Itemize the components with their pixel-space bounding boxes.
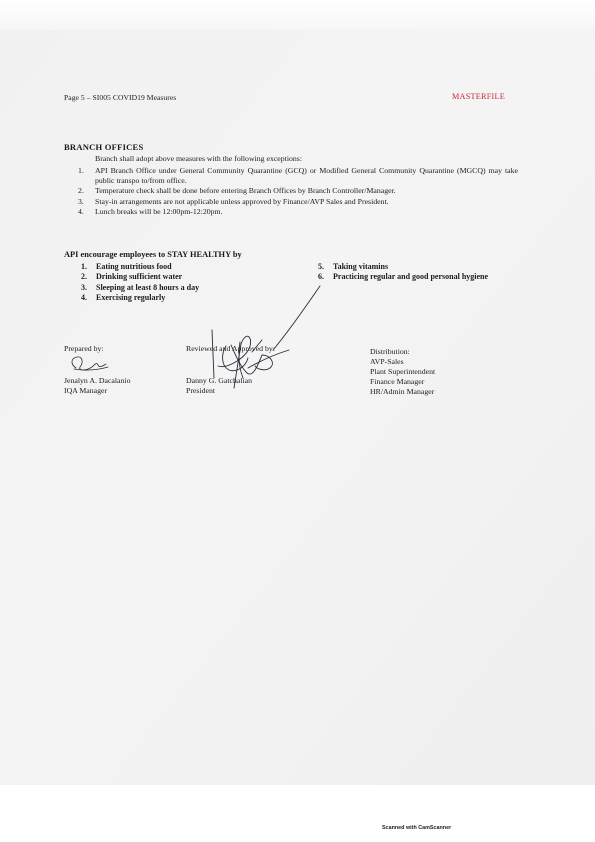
masterfile-stamp: MASTERFILE (452, 92, 505, 101)
list-item (78, 207, 518, 217)
distribution-block (370, 347, 435, 397)
stay-healthy-heading: API encourage employees to STAY HEALTHY by (64, 250, 242, 259)
item-text: API Branch Office under General Community Quarantine (GCQ) or Modified General Community Quarantine (MGCQ) may take public transpo to/from office. (95, 166, 518, 186)
item-number: 5. (318, 262, 324, 271)
list-item (318, 262, 518, 272)
distribution-item: Finance Manager (370, 377, 425, 386)
healthy-list-right (318, 262, 518, 283)
list-item (81, 293, 199, 303)
item-text: Practicing regular and good personal hygiene (333, 272, 489, 282)
item-number: 4. (81, 292, 87, 302)
item-text: Drinking sufficient water (96, 272, 183, 282)
healthy-list-left (81, 262, 199, 303)
item-number: 6. (318, 272, 324, 282)
reviewed-by-label: Reviewed and Approved by: (186, 344, 275, 353)
scanner-watermark: Scanned with CamScanner (382, 825, 452, 831)
list-item (81, 272, 199, 282)
distribution-label: Distribution: (370, 347, 410, 356)
approver-name: Danny G. Gatchalian (186, 376, 253, 385)
approver-title: President (186, 386, 216, 395)
distribution-item: Plant Superintendent (370, 367, 436, 376)
scan-top-margin (0, 0, 595, 30)
branch-offices-intro: Branch shall adopt above measures with the following exceptions: (95, 154, 302, 163)
page-reference: Page 5 – SI005 COVID19 Measures (64, 93, 177, 102)
distribution-item: AVP-Sales (370, 357, 404, 366)
item-text: Sleeping at least 8 hours a day (96, 282, 200, 292)
item-text: Stay-in arrangements are not applicable unless approved by Finance/AVP Sales and President. (95, 196, 389, 206)
prepared-by-block (64, 344, 130, 396)
preparer-name: Jenalyn A. Dacalanio (64, 376, 131, 385)
list-item (81, 283, 199, 293)
item-number: 2. (81, 272, 87, 282)
item-text: Exercising regularly (96, 292, 166, 302)
item-number: 1. (81, 262, 87, 271)
item-text: Taking vitamins (333, 262, 389, 271)
list-item (318, 272, 518, 282)
item-text: Temperature check shall be done before entering Branch Offices by Branch Controller/Manager. (95, 186, 396, 196)
item-number: 3. (78, 196, 84, 206)
scan-bottom-margin (0, 785, 595, 842)
list-item (78, 197, 518, 207)
reviewed-by-block (186, 344, 275, 396)
prepared-by-label: Prepared by: (64, 344, 104, 353)
list-item (78, 186, 518, 196)
item-number: 3. (81, 282, 87, 292)
list-item (78, 166, 518, 186)
preparer-title: IQA Manager (64, 386, 108, 395)
item-text: Eating nutritious food (96, 262, 172, 271)
branch-offices-heading: BRANCH OFFICES (64, 142, 144, 152)
branch-exceptions-list (78, 166, 518, 217)
distribution-item: HR/Admin Manager (370, 387, 435, 396)
item-text: Lunch breaks will be 12:00pm-12:20pm. (95, 206, 223, 216)
list-item (81, 262, 199, 272)
item-number: 4. (78, 206, 84, 216)
item-number: 2. (78, 186, 84, 196)
item-number: 1. (78, 166, 84, 175)
